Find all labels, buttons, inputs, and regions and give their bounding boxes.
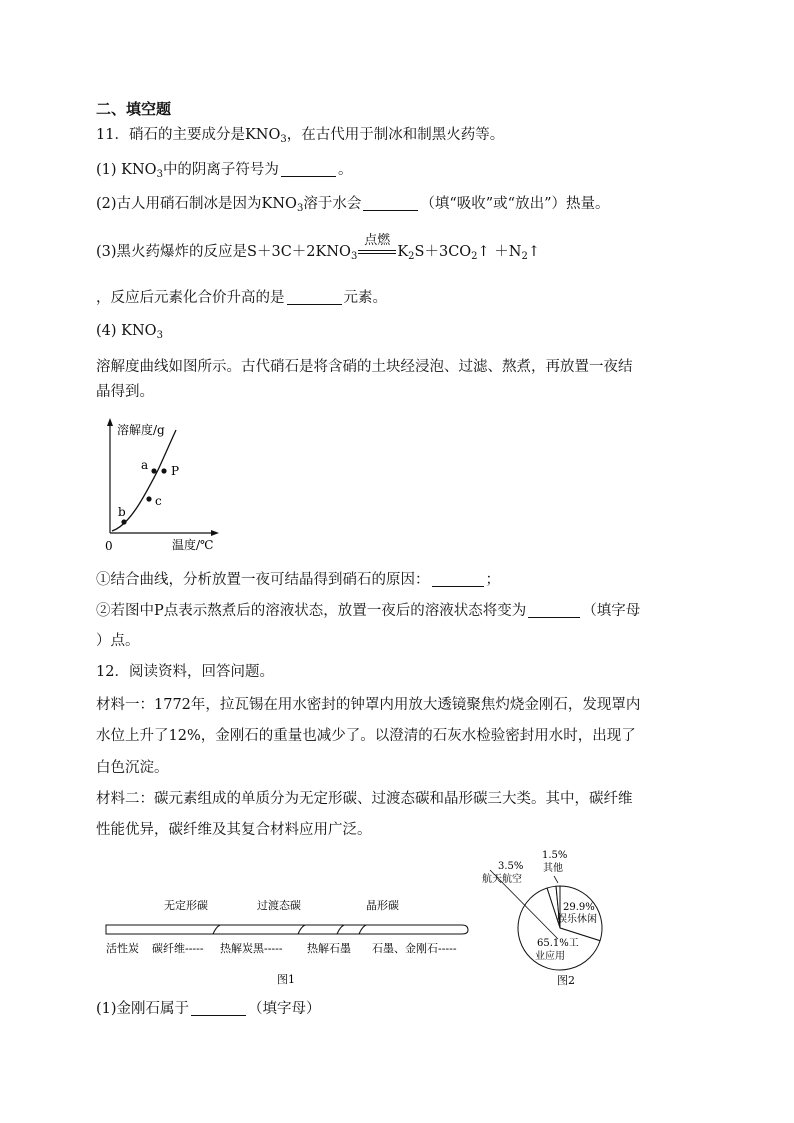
item-pyrolytic-carbon-black: 热解炭黑----- [220,942,283,955]
q11-sub2-cont: ）点。 [96,633,140,649]
label-industrial-pct: 65.1%工 [537,938,579,949]
point-c [146,496,151,501]
bar-divider [359,925,366,934]
point-p-label: P [171,464,180,478]
q11-sub2: ②若图中P点表示熬煮后的溶液状态，放置一夜后的溶液状态将变为 （填字母 [96,603,641,619]
q11-part3-equation: (3)黑火药爆炸的反应是$S+3C+2KNO_3$ 点燃 $K_2S+3CO_2↑$ $+N_2↑$ [96,233,541,262]
point-a-label: a [141,458,149,472]
q11-part1: (1) $KNO_3$中的阴离子符号为 。 [96,162,353,180]
answer-blank[interactable] [432,570,484,587]
label-entertainment-pct: 29.9% [563,902,595,913]
point-c-label: c [155,494,162,508]
figure2-caption: 图2 [557,974,575,987]
label-entertainment-name: 娱乐休闲 [557,914,597,925]
x-axis-arrow [211,530,219,536]
answer-blank[interactable] [281,160,336,177]
answer-blank[interactable] [363,194,418,211]
figure2-pie-chart [470,843,620,993]
answer-blank[interactable] [191,999,246,1016]
q12-material1-line2: 水位上升了12%，金刚石的重量也减少了。以澄清的石灰水检验密封用水时，出现了 [96,728,636,744]
section-title: 二、填空题 [96,100,172,118]
q11-part4-text: 溶解度曲线如图所示。古代硝石是将含硝的土块经浸泡、过滤、熬煮，再放置一夜结 [96,359,633,375]
x-axis-label: 温度/℃ [172,538,214,552]
point-a [151,468,156,473]
y-axis-label: 溶解度/g [117,423,165,437]
q12-material2-line2: 性能优异，碳纤维及其复合材料应用广泛。 [96,822,372,838]
q11-part4-label: (4) $KNO_3$ [96,323,163,341]
point-b-label: b [118,505,126,519]
q11-stem: 11．硝石的主要成分是$KNO_3$，在古代用于制冰和制黑火药等。 [96,127,505,145]
label-aerospace-name: 航天航空 [482,874,522,885]
category-transitional-carbon: 过渡态碳 [257,899,301,912]
y-axis-arrow [107,418,113,426]
bar-divider [298,925,305,934]
label-other-name: 其他 [543,863,563,874]
bar-divider [337,925,344,934]
label-aerospace-pct: 3.5% [498,861,524,872]
figure1-caption: 图1 [277,973,295,986]
origin-label: 0 [105,539,113,553]
item-graphite-diamond: 石墨、金刚石----- [372,942,457,955]
q11-part3-question: ，反应后元素化合价升高的是 元素。 [96,290,387,306]
label-industrial-name: 业应用 [535,951,565,962]
q11-part2: (2)古人用硝石制冰是因为$KNO_3$溶于水会 （填“吸收”或“放出”）热量。 [96,196,610,214]
q12-material1-line3: 白色沉淀。 [96,760,169,776]
point-p [161,468,166,473]
q12-material2-line1: 材料二：碳元素组成的单质分为无定形碳、过渡态碳和晶形碳三大类。其中，碳纤维 [96,791,633,807]
answer-blank[interactable] [528,601,580,618]
bar-divider [213,925,220,934]
item-pyrolytic-graphite: 热解石墨 [307,942,351,955]
answer-blank[interactable] [287,288,342,305]
q12-material1-line1: 材料一：1772年，拉瓦锡在用水密封的钟罩内用放大透镜聚焦灼烧金刚石，发现罩内 [96,697,641,713]
solubility-curve-graph [100,415,225,555]
category-amorphous-carbon: 无定形碳 [164,899,208,912]
point-b [121,519,126,524]
q12-stem: 12．阅读资料，回答问题。 [96,664,274,680]
q11-sub1: ①结合曲线，分析放置一夜可结晶得到硝石的原因： ； [96,572,500,588]
classification-bar [106,925,468,934]
item-activated-carbon: 活性炭 [106,942,139,955]
figure1-carbon-classification [100,888,475,988]
q11-part4-text-cont: 晶得到。 [96,384,154,400]
leader-line-other [554,876,558,883]
category-crystalline-carbon: 晶形碳 [366,899,399,912]
label-other-pct: 1.5% [542,850,568,861]
q12-part1: (1)金刚石属于 （填字母） [96,1001,321,1017]
reaction-condition-arrow: 点燃 [358,240,396,262]
item-carbon-fiber: 碳纤维----- [152,942,204,955]
